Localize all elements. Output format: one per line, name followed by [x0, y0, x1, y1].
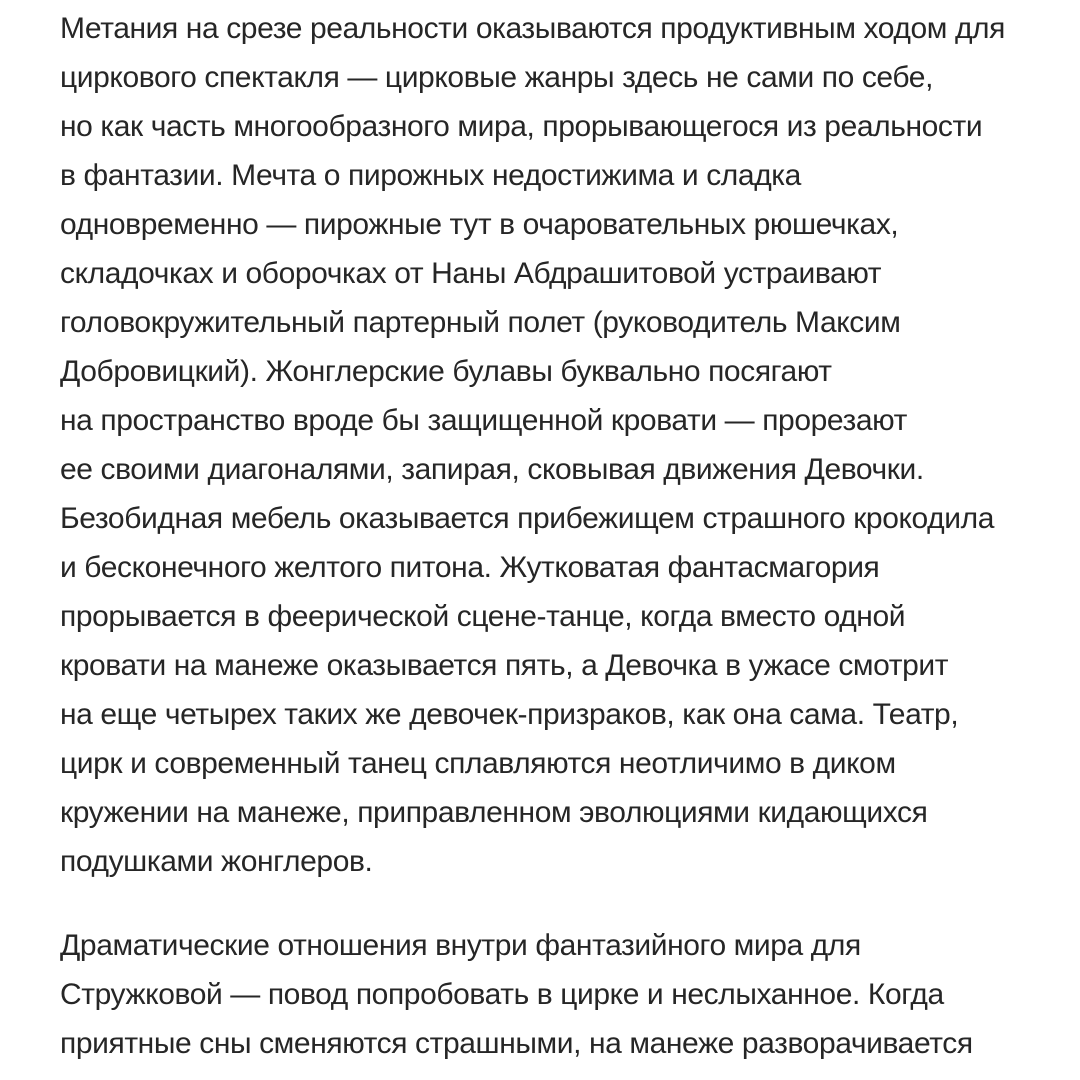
text-line: головокружительный партерный полет (руководитель Максим: [60, 306, 901, 339]
article-paragraph-1: [60, 4, 1005, 886]
text-line: Безобидная мебель оказывается прибежищем страшного крокодила: [60, 502, 995, 535]
text-line: на пространство вроде бы защищенной кровати — прорезают: [60, 404, 907, 437]
text-line: приятные сны сменяются страшными, на манеже разворачивается: [60, 1027, 973, 1060]
text-line: одновременно — пирожные тут в очаровательных рюшечках,: [60, 208, 899, 241]
text-line: но как часть многообразного мира, прорывающегося из реальности: [60, 110, 983, 143]
text-line: циркового спектакля — цирковые жанры здесь не сами по себе,: [60, 61, 934, 94]
text-line: Добровицкий). Жонглерские булавы буквально посягают: [60, 355, 832, 388]
text-line: и бесконечного желтого питона. Жутковатая фантасмагория: [60, 551, 880, 584]
text-line: кружении на манеже, приправленном эволюциями кидающихся: [60, 796, 928, 829]
text-line: складочках и оборочках от Наны Абдрашитовой устраивают: [60, 257, 882, 290]
text-line: цирк и современный танец сплавляются неотличимо в диком: [60, 747, 896, 780]
text-line: ее своими диагоналями, запирая, сковывая движения Девочки.: [60, 453, 924, 486]
text-line: Стружковой — повод попробовать в цирке и неслыханное. Когда: [60, 978, 944, 1011]
text-line: Метания на срезе реальности оказываются продуктивным ходом для: [60, 12, 1006, 45]
text-line: прорывается в феерической сцене-танце, когда вместо одной: [60, 600, 906, 633]
text-line: Драматические отношения внутри фантазийного мира для: [60, 929, 861, 962]
text-line: подушками жонглеров.: [60, 845, 373, 878]
text-line: в фантазии. Мечта о пирожных недостижима и сладка: [60, 159, 801, 192]
article-paragraph-2: [60, 921, 973, 1068]
text-line: на еще четырех таких же девочек-призраков, как она сама. Театр,: [60, 698, 959, 731]
text-line: кровати на манеже оказывается пять, а Девочка в ужасе смотрит: [60, 649, 949, 682]
